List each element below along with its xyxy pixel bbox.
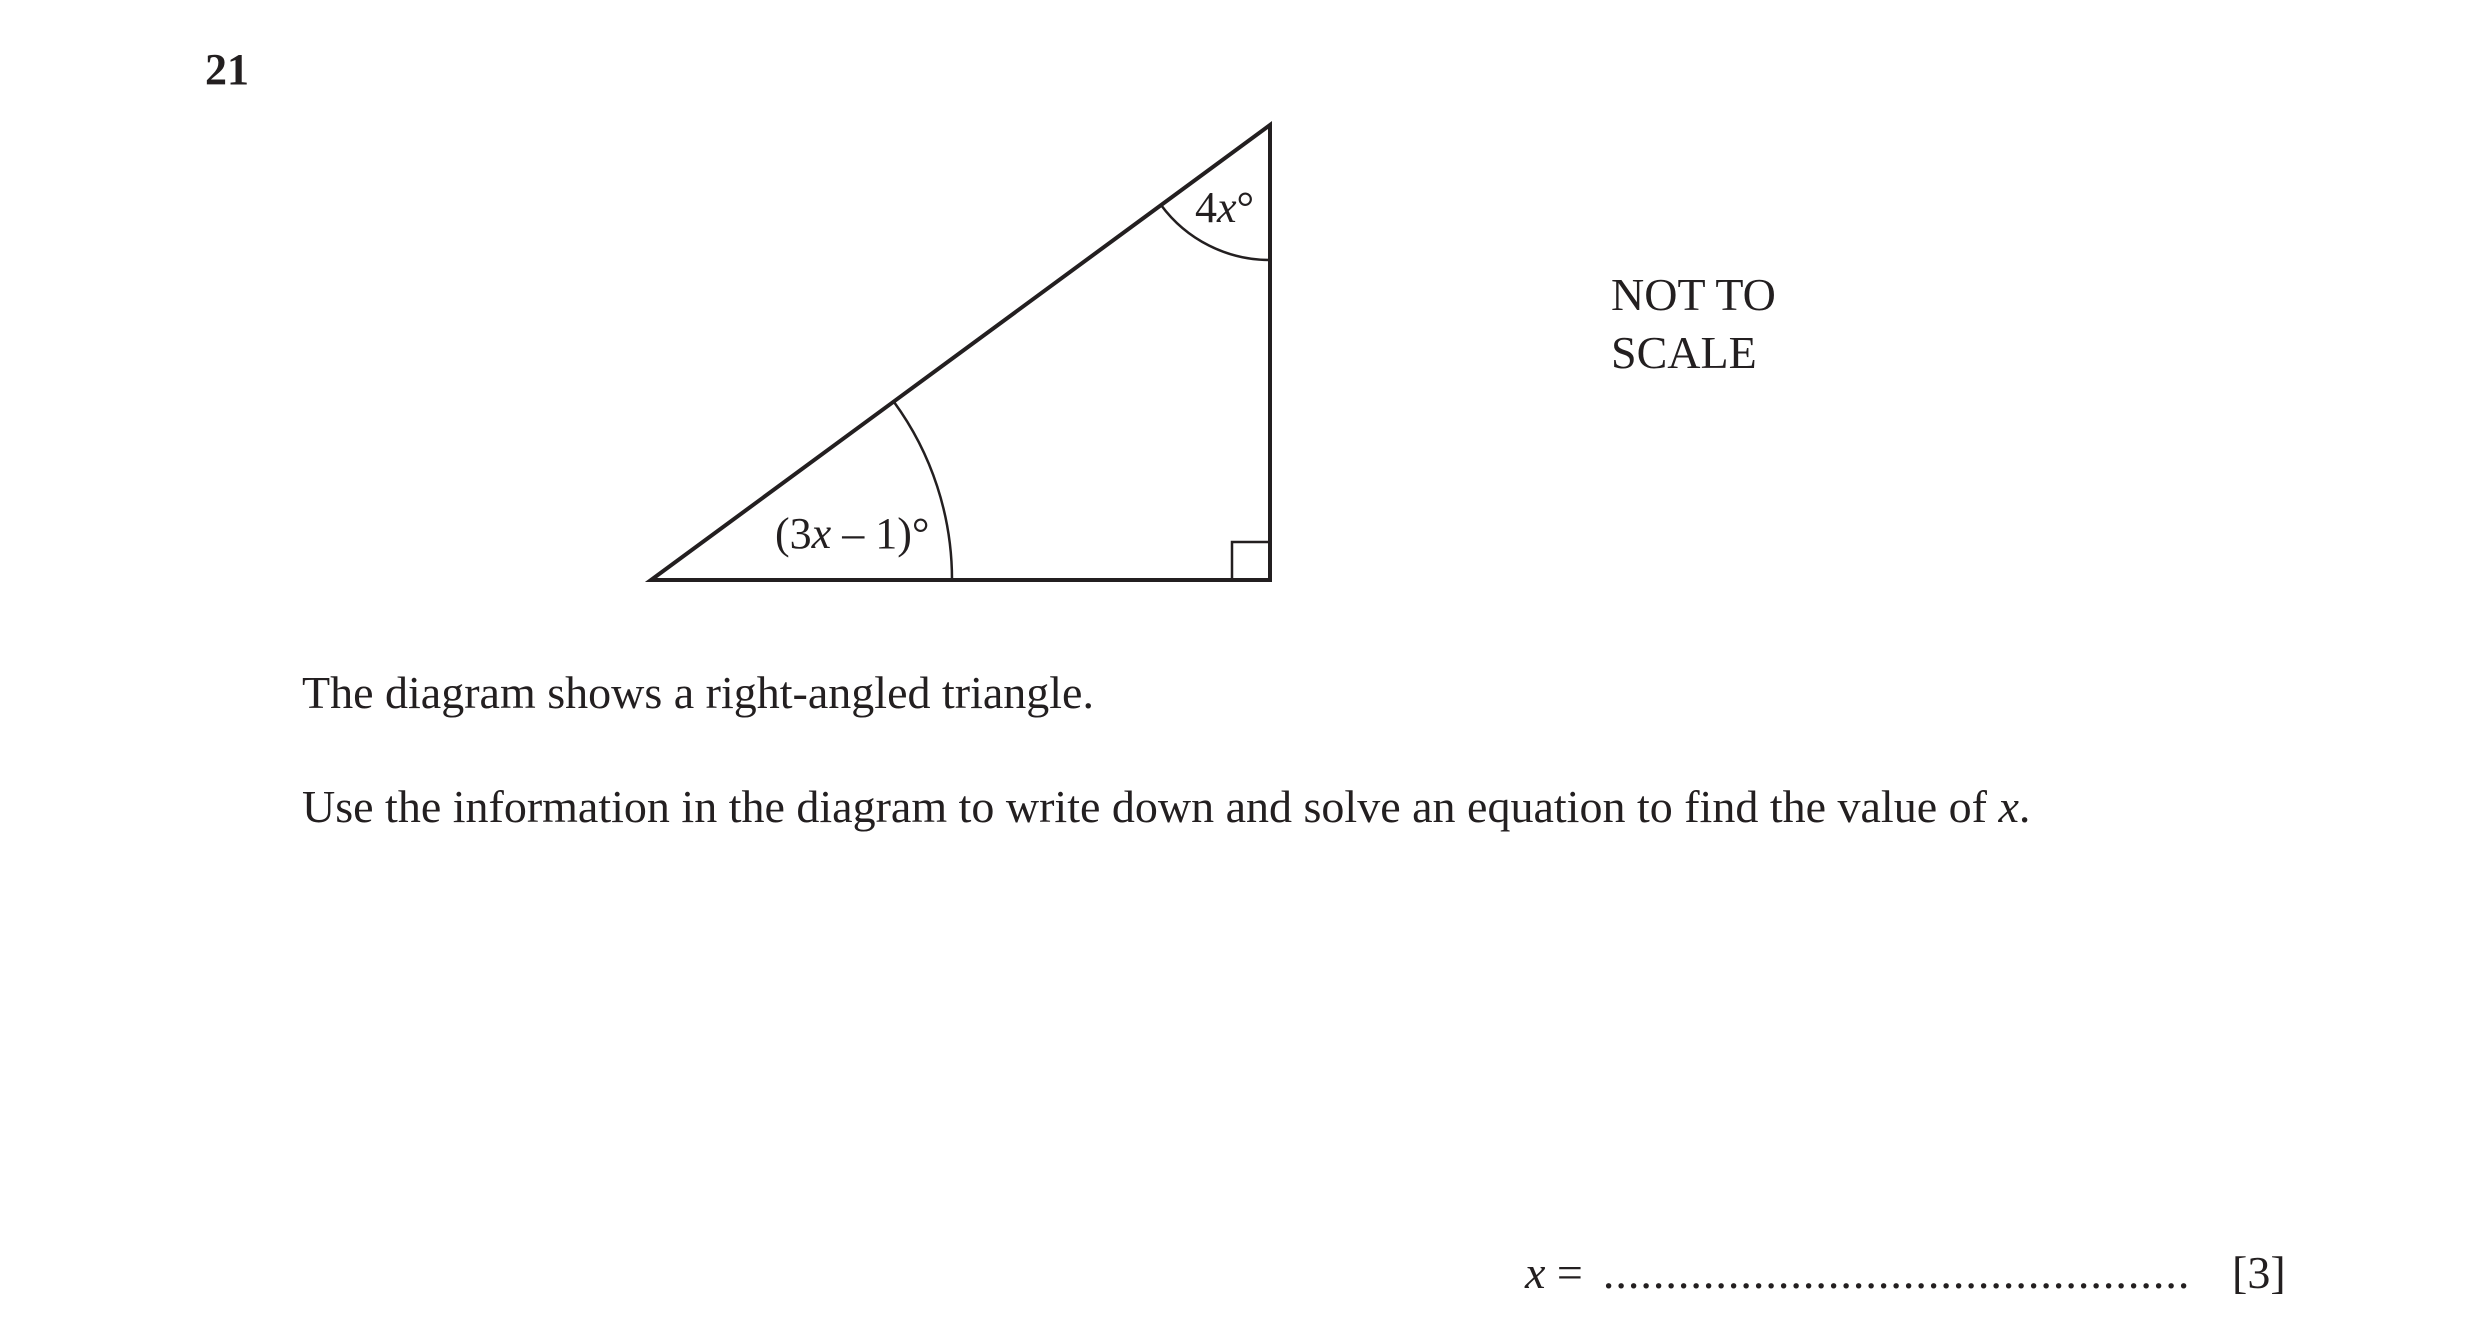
answer-line[interactable]	[1525, 1245, 2190, 1300]
not-to-scale-note	[1611, 266, 1776, 382]
answer-equals: =	[1545, 1247, 1583, 1298]
scale-note-line-1: NOT TO	[1611, 269, 1776, 320]
instruction-text: Use the information in the diagram to write down and solve an equation to find the value of	[302, 781, 1999, 832]
answer-blank[interactable]: ...............................................	[1602, 1247, 2191, 1298]
right-angle-marker	[1232, 542, 1270, 580]
bottom-angle-label: (3x – 1)°	[775, 509, 930, 558]
instruction-period: .	[2018, 781, 2031, 832]
scale-note-line-2: SCALE	[1611, 327, 1757, 378]
answer-variable: x	[1525, 1247, 1546, 1298]
marks-label: [3]	[2232, 1247, 2286, 1298]
triangle-outline	[651, 125, 1270, 580]
statement-instruction	[302, 779, 2030, 834]
question-number: 21	[205, 45, 249, 94]
top-angle-label: 4x°	[1195, 183, 1255, 232]
instruction-variable: x	[1998, 781, 2019, 832]
statement-triangle: The diagram shows a right-angled triangle.	[302, 667, 1094, 718]
